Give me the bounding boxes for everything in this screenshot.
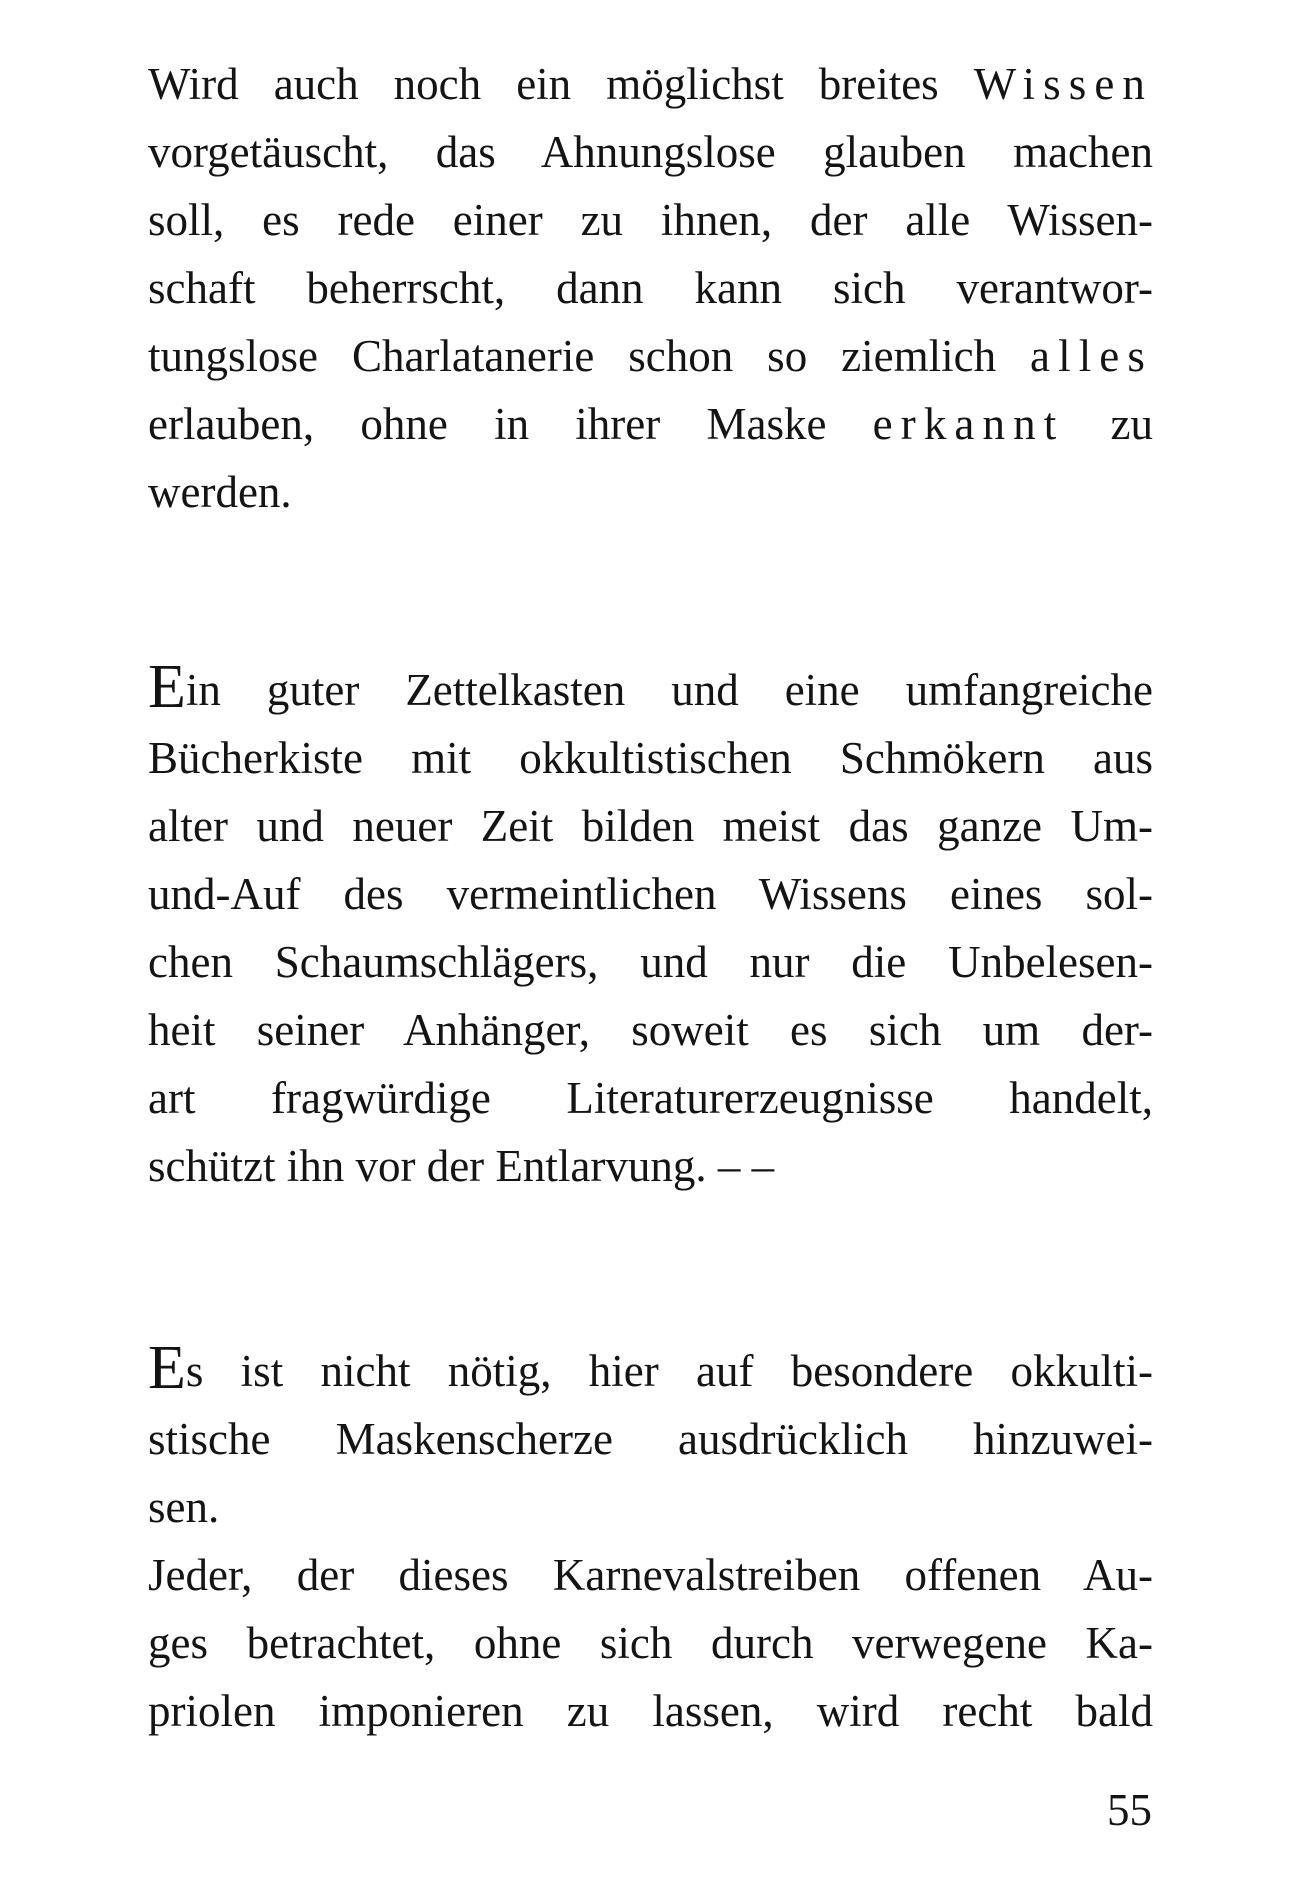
text-line: heit seiner Anhänger, soweit es sich um der- bbox=[148, 1005, 1153, 1055]
text-line: art fragwürdige Literaturerzeugnisse handelt, bbox=[148, 1073, 1153, 1123]
paragraph-4 bbox=[148, 1541, 1153, 1745]
text-line: tungslose Charlatanerie schon so ziemlich alles bbox=[148, 331, 1153, 381]
text-line: alter und neuer Zeit bilden meist das ganze Um- bbox=[148, 801, 1153, 851]
text-line: schaft beherrscht, dann kann sich verantwor- bbox=[148, 263, 1153, 313]
page-body bbox=[148, 50, 1153, 1745]
paragraph-spacer bbox=[148, 526, 1153, 656]
emphasis-word: alles bbox=[1030, 331, 1153, 381]
page-number: 55 bbox=[1107, 1785, 1152, 1835]
text-line: Jeder, der dieses Karnevalstreiben offenen Au- bbox=[148, 1550, 1153, 1600]
text-line: und-Auf des vermeintlichen Wissens eines sol- bbox=[148, 869, 1153, 919]
paragraph-spacer bbox=[148, 1200, 1153, 1337]
text-line: sen. bbox=[148, 1482, 220, 1532]
paragraph-3 bbox=[148, 1334, 1153, 1541]
text-line: stische Maskenscherze ausdrücklich hinzuwei- bbox=[148, 1414, 1153, 1464]
text-line: ges betrachtet, ohne sich durch verwegene Ka- bbox=[148, 1618, 1153, 1668]
text-line: werden. bbox=[148, 467, 292, 517]
text-line: soll, es rede einer zu ihnen, der alle Wissen- bbox=[148, 195, 1153, 245]
text-line: vorgetäuscht, das Ahnungslose glauben machen bbox=[148, 127, 1153, 177]
text-line: Wird auch noch ein möglichst breites Wissen bbox=[148, 59, 1153, 109]
paragraph-1 bbox=[148, 50, 1153, 526]
text-line: Es ist nicht nötig, hier auf besondere okkulti- bbox=[148, 1334, 1153, 1402]
initial-letter: E bbox=[148, 1334, 186, 1402]
text-line: schützt ihn vor der Entlarvung. – – bbox=[148, 1141, 775, 1191]
initial-letter: E bbox=[148, 653, 186, 721]
text-line: Ein guter Zettelkasten und eine umfangreiche bbox=[148, 653, 1153, 721]
text-line: Bücherkiste mit okkultistischen Schmökern aus bbox=[148, 733, 1153, 783]
emphasis-word: erkannt bbox=[872, 399, 1065, 449]
text-line: priolen imponieren zu lassen, wird recht bald bbox=[148, 1686, 1153, 1736]
text-line: chen Schaumschlägers, und nur die Unbelesen- bbox=[148, 937, 1153, 987]
paragraph-2 bbox=[148, 653, 1153, 1200]
emphasis-word: Wissen bbox=[973, 59, 1153, 109]
text-line: erlauben, ohne in ihrer Maske erkannt zu bbox=[148, 399, 1153, 449]
